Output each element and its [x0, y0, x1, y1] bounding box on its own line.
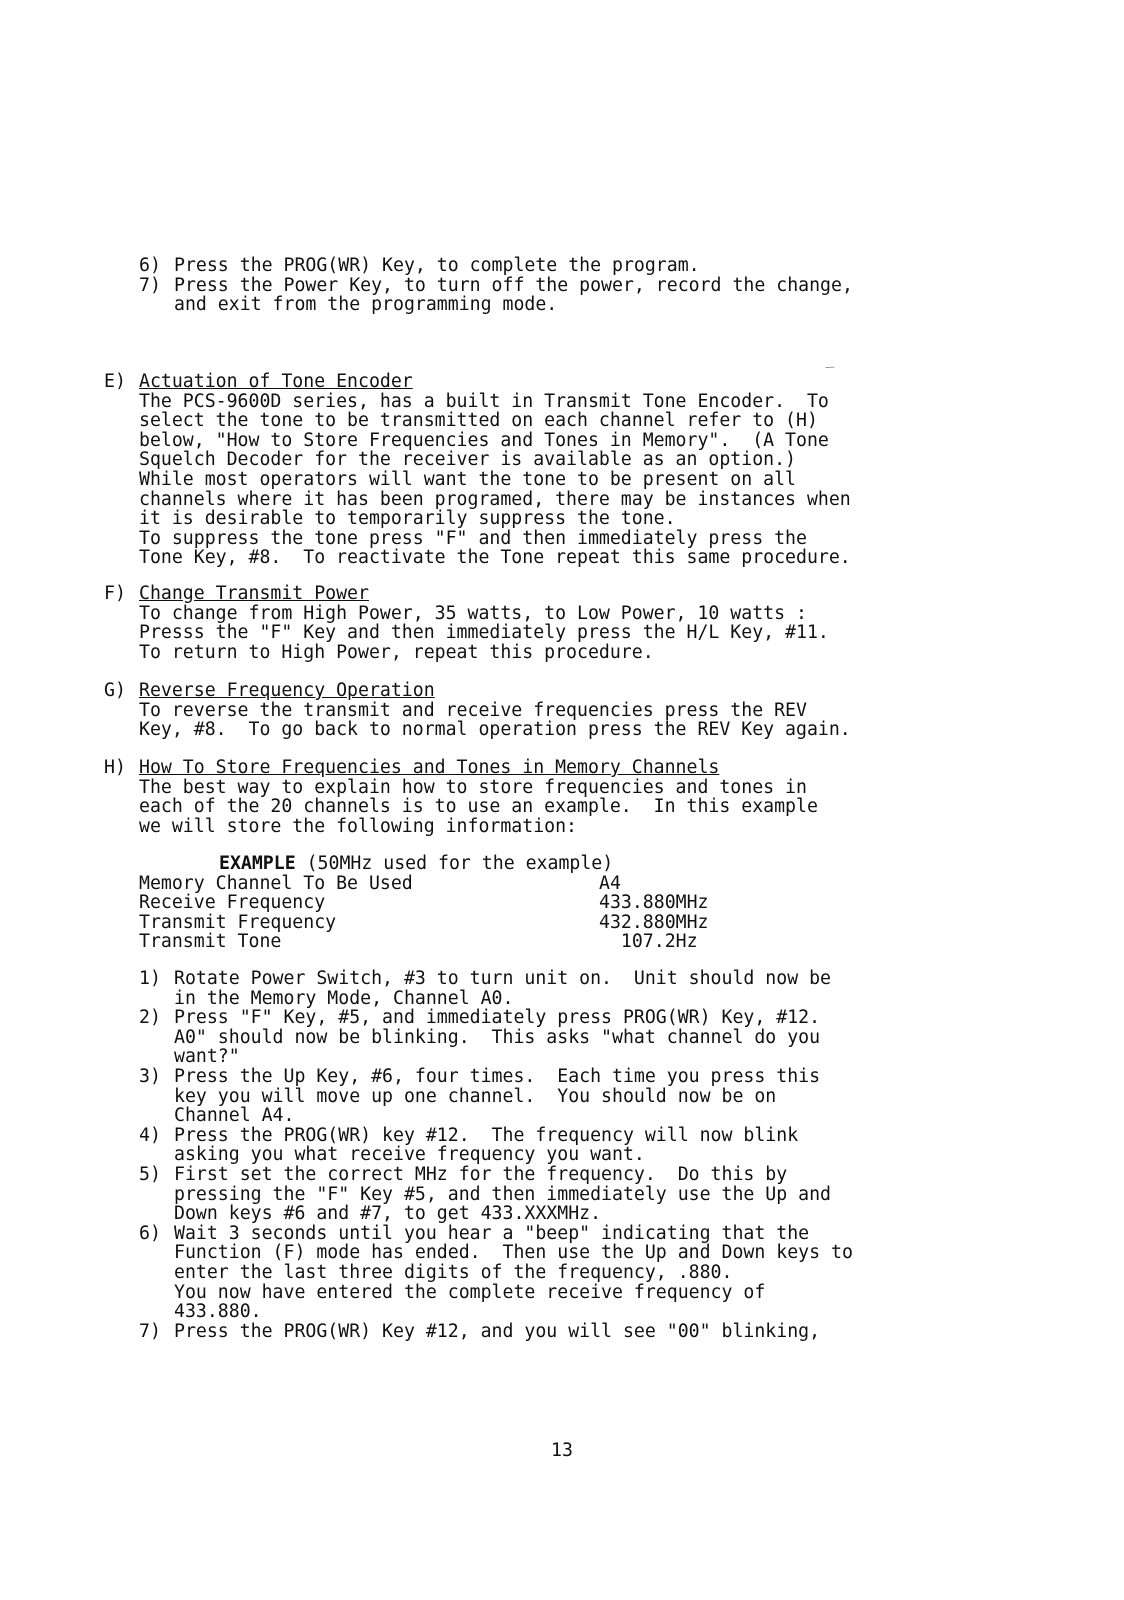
list-item — [139, 256, 853, 276]
row-label: Transmit Tone — [139, 931, 282, 953]
step-text: Press the Power Key, to turn off the power, record the change, and exit from the programming mode. — [174, 274, 853, 316]
row-value: 432.880MHz — [599, 911, 709, 933]
row-value: 433.880MHz — [599, 892, 709, 914]
section-letter: F) — [104, 583, 126, 604]
scan-mark: ⁄ — [822, 360, 838, 374]
section-body: The PCS-9600D series, has a built in Transmit Tone Encoder. To select the tone to be transmitted on each channel refer to (H) below, "How to Store Frequencies and Tones in Memory". (A Tone Squelch Decoder for the receiver is available as an option.) While most operators will want the tone to be present on all channels where it has been programed, there may be instances when it is desirable to temporarily suppress the tone. To suppress the tone press "F" and then immediately press the Tone Key, #8. To reactivate the Tone repeat this same procedure. — [139, 390, 851, 569]
list-item — [139, 1224, 853, 1322]
example-label: EXAMPLE — [219, 853, 296, 874]
step-number: 2) — [139, 1007, 161, 1029]
step-text: First set the correct MHz for the frequency. Do this by pressing the "F" Key #5, and then immediately use the Up and Down keys #6 and #7, to get 433.XXXMHz. — [174, 1163, 831, 1225]
step-text: Press the PROG(WR) Key #12, and you will see "00" blinking, — [174, 1320, 821, 1342]
step-text: Press the PROG(WR) Key, to complete the program. — [174, 255, 700, 276]
table-row — [139, 874, 819, 894]
section-body: To reverse the transmit and receive frequencies press the REV Key, #8. To go back to normal operation press the REV Key again. — [139, 699, 851, 741]
row-label: Memory Channel To Be Used — [139, 872, 413, 894]
row-value: 107.2Hz — [599, 931, 698, 953]
example-heading — [139, 854, 819, 874]
step-number: 4) — [139, 1124, 161, 1146]
step-text: Press "F" Key, #5, and immediately press PROG(WR) Key, #12. A0" should now be blinking. This asks "what channel do you want?" — [174, 1007, 821, 1068]
step-number: 1) — [139, 968, 161, 989]
step-text: Press the PROG(WR) key #12. The frequency will now blink asking you what receive frequency you want. — [174, 1124, 799, 1166]
section-letter: E) — [104, 371, 126, 392]
page-number: 13 — [551, 1440, 573, 1461]
section-letter: G) — [104, 680, 126, 701]
table-row — [139, 893, 819, 913]
section-g — [104, 681, 851, 740]
list-item — [139, 1322, 853, 1342]
row-label: Receive Frequency — [139, 892, 326, 914]
section-e — [104, 372, 851, 568]
procedure-steps — [139, 969, 853, 1341]
row-label: Transmit Frequency — [139, 911, 337, 933]
section-heading: How To Store Frequencies and Tones in Memory Channels — [139, 757, 720, 778]
step-text: Press the Up Key, #6, four times. Each time you press this key you will move up one channel. You should now be on Channel A4. — [174, 1065, 821, 1127]
list-item — [139, 969, 853, 1008]
step-number: 6) — [139, 255, 161, 276]
section-body: The best way to explain how to store frequencies and tones in each of the 20 channels is to use an example. In this example we will store the following information: — [139, 776, 818, 837]
list-item — [139, 1165, 853, 1224]
step-number: 7) — [139, 274, 161, 296]
section-heading: Reverse Frequency Operation — [139, 680, 435, 701]
step-text: Rotate Power Switch, #3 to turn unit on. Unit should now be in the Memory Mode, Channel A0. — [174, 968, 831, 1009]
section-h — [104, 758, 818, 836]
list-item — [139, 276, 853, 315]
row-value: A4 — [599, 872, 621, 894]
step-number: 5) — [139, 1163, 161, 1185]
list-item — [139, 1067, 853, 1126]
section-letter: H) — [104, 757, 126, 778]
list-item — [139, 1126, 853, 1165]
step-number: 7) — [139, 1320, 161, 1342]
table-row — [139, 913, 819, 933]
section-f — [104, 584, 829, 662]
step-number: 3) — [139, 1065, 161, 1087]
list-item — [139, 1008, 853, 1067]
table-row — [139, 932, 819, 952]
step-number: 6) — [139, 1222, 161, 1244]
intro-steps — [139, 256, 853, 315]
example-table — [139, 854, 819, 952]
step-text: Wait 3 seconds until you hear a "beep" indicating that the Function (F) mode has ended. Then use the Up and Down keys to enter the last three digits of the frequency, .880. You now have entered the complete receive frequency of 433.880. — [174, 1222, 853, 1323]
section-heading: Change Transmit Power — [139, 583, 369, 604]
example-note: (50MHz used for the example) — [295, 853, 614, 874]
section-body: To change from High Power, 35 watts, to Low Power, 10 watts : Presss the "F" Key and then immediately press the H/L Key, #11. To return to High Power, repeat this procedure. — [139, 602, 829, 663]
section-heading: Actuation of Tone Encoder — [139, 371, 413, 392]
